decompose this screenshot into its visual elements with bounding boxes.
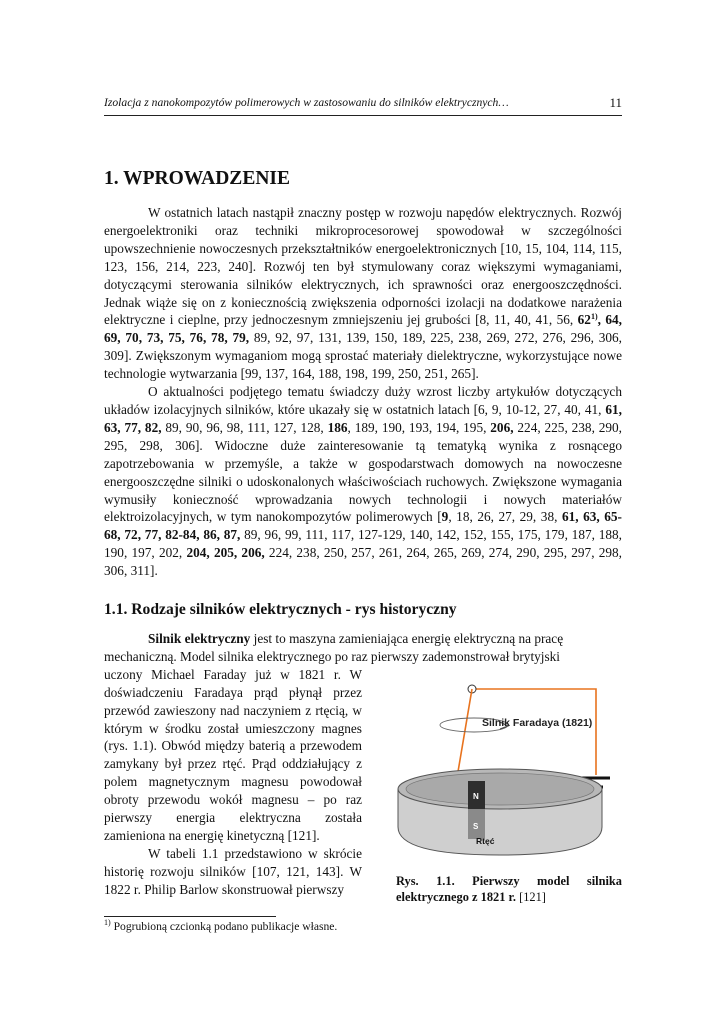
faraday-motor-illustration bbox=[396, 677, 624, 877]
text-run: O aktualności podjętego tematu świadczy duży wzrost liczby artykułów dotyczących układów izolacyjnych silników, które ukazały się w ostatnich latach [6, 9, 10-12, 27, 40, 41, bbox=[104, 384, 622, 417]
section-introduction bbox=[104, 204, 622, 580]
mercury-label: Rtęć bbox=[476, 836, 495, 846]
citation-bold: 62 bbox=[577, 312, 591, 328]
footnote-marker: 1) bbox=[104, 918, 111, 927]
text-run: , 18, 26, 27, 29, 38, bbox=[448, 509, 562, 525]
text-run: 224, 238, 250, 257, 261, 264, 265, 269, 274, 290, 295, 297, 298, 306, 311]. bbox=[104, 545, 622, 579]
term-silnik-elektryczny: Silnik elektryczny bbox=[148, 631, 251, 646]
text-run: 89, 92, 97, 131, 139, 150, 189, 225, 238, 269, 272, 276, 296, 306, 309]. Zwiększonym wymaganiom mogą sprostać materiały dielektryczne, wykorzystujące nowe technologie wytwarzania [99, 137, 164, 188, 198, 199, 250, 251, 265]. bbox=[104, 330, 622, 382]
running-header bbox=[104, 95, 622, 116]
citation-bold: 61, 63, 77, 82, bbox=[104, 401, 622, 435]
text-run: 89, 96, 99, 111, 117, 127-129, 140, 142, 152, 155, 175, 179, 187, 188, 190, 197, 202, bbox=[104, 527, 622, 561]
text-run: W ostatnich latach nastąpił znaczny postęp w rozwoju napędów elektrycznych. Rozwój energoelektroniki oraz techniki mikroprocesorowej spowodował w szczególności upowszechnienie nowoczesnych przekształtników energoelektronicznych [10, 15, 104, 114, 115, 123, 156, 214, 223, 240]. Rozwój ten był stymulowany coraz większymi wymaganiami, dotyczącymi sterowania silników elektrycznych, ich sprawności oraz energooszczędności. Jednak wiąże się on z koniecznością zwiększenia odporności izolacji na dodatkowe narażenia elektryczne i cieplne, przy jednoczesnym zmniejszeniu jej grubości [8, 11, 40, 41, 56, bbox=[104, 205, 622, 328]
intro-paragraph-1 bbox=[104, 204, 622, 383]
citation-bold: 186 bbox=[327, 419, 348, 435]
running-title: Izolacja z nanokompozytów polimerowych w zastosowaniu do silników elektrycznych… bbox=[104, 96, 509, 109]
faraday-motor-figure bbox=[396, 677, 624, 877]
citation-bold: , 64, 69, 70, 73, 75, 76, 78, 79, bbox=[104, 312, 622, 346]
figure-caption bbox=[396, 873, 622, 905]
circuit-wire bbox=[472, 689, 596, 775]
text-run: , 189, 190, 193, 194, 195, bbox=[347, 419, 491, 435]
citation-bold: 1) bbox=[590, 312, 598, 322]
footnote-text: Pogrubioną czcionką podano publikacje własne. bbox=[110, 920, 338, 933]
citation-bold: 61, 63, 65-68, 72, 77, 82-84, 86, 87, bbox=[104, 509, 622, 543]
figure-title-label: Silnik Faradaya (1821) bbox=[482, 717, 593, 729]
text-run: 224, 225, 238, 290, 295, 298, 306]. Widoczne duże zainteresowanie tą tematyką wynika z rosnącego zapotrzebowania w przemyśle, a także w gospodarstwach domowych na nowoczesne energooszczędne silniki o udoskonalonych właściwościach ruchowych. Zwiększone wymagania wymusiły konieczność wprowadzania nowych technologii i nowych materiałów elektroizolacyjnych, w tym nanokompozytów polimerowych [ bbox=[104, 419, 623, 525]
figure-caption-label: Rys. 1.1. Pierwszy model silnika elektrycznego z 1821 r. bbox=[396, 874, 622, 904]
motor-paragraph-2: W tabeli 1.1 przedstawiono w skrócie historię rozwoju silników [107, 121, 143]. W 1822 r. Philip Barlow skonstruował pierwszy bbox=[104, 845, 362, 897]
citation-bold: 9 bbox=[441, 509, 449, 525]
motor-paragraph-line1 bbox=[104, 630, 622, 648]
citation-bold: 204, 205, 206, bbox=[186, 545, 265, 561]
chapter-title: 1. WPROWADZENIE bbox=[104, 168, 291, 189]
footnote-rule bbox=[104, 916, 276, 917]
figure-caption-ref: [121] bbox=[515, 890, 546, 904]
magnet-north-label: N bbox=[473, 792, 479, 801]
intro-paragraph-2 bbox=[104, 383, 622, 580]
motor-paragraph-line2: mechaniczną. Model silnika elektrycznego po raz pierwszy zademonstrował brytyjski bbox=[104, 648, 560, 664]
vessel-rim-inner bbox=[406, 773, 594, 805]
section-title: 1.1. Rodzaje silników elektrycznych - rys historyczny bbox=[104, 601, 457, 618]
text-run: 89, 90, 96, 98, 111, 127, 128, bbox=[161, 419, 328, 435]
footnote bbox=[104, 920, 337, 933]
page-number: 11 bbox=[609, 95, 622, 110]
citation-bold: 206, bbox=[490, 419, 514, 435]
motor-paragraph-narrow: uczony Michael Faraday już w 1821 r. W doświadczeniu Faradaya prąd płynął przez przewód zawieszony nad naczyniem z rtęcią, w którym w środku został umieszczony magnes (rys. 1.1). Obwód między baterią a przewodem zamykany był przez rtęć. Prąd oddziałujący z polem magnetycznym magnesu powodował obroty przewodu wokół magnesu – po raz pierwszy energia elektryczna została zamieniona na energię kinetyczną [121]. bbox=[104, 666, 362, 843]
magnet-south-label: S bbox=[473, 822, 479, 831]
motor-paragraph-line1-rest: jest to maszyna zamieniająca energię elektryczną na pracę bbox=[250, 631, 564, 646]
